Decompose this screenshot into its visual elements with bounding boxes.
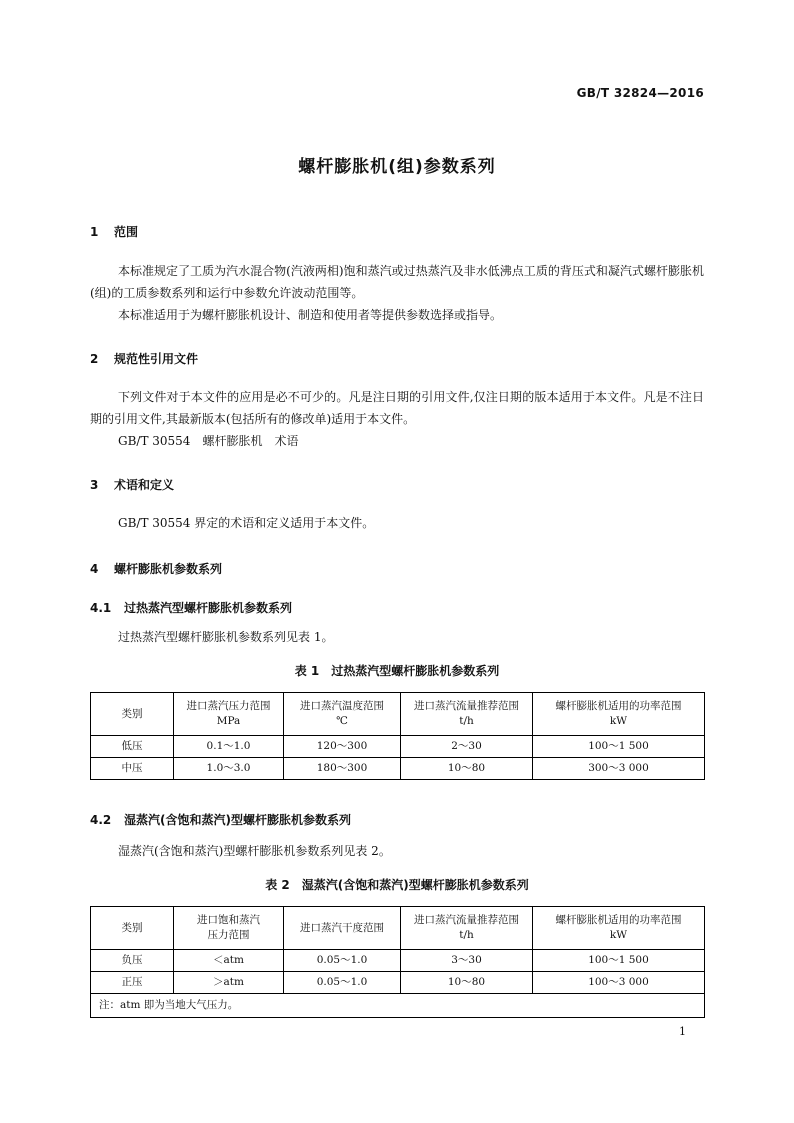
table-note-row [91, 994, 705, 1018]
section-1-body [90, 260, 704, 326]
table-1-caption: 表 1 过热蒸汽型螺杆膨胀机参数系列 [294, 664, 500, 678]
section-number: 3 [90, 478, 99, 492]
section-4-2-body: 湿蒸汽(含饱和蒸汽)型螺杆膨胀机参数系列见表 2。 [118, 844, 391, 858]
section-3-body [90, 512, 704, 534]
table-cell: 2～30 [401, 736, 533, 758]
table-cell: 低压 [91, 736, 174, 758]
section-2-body [90, 386, 704, 452]
table-row [91, 736, 705, 758]
table-cell: 100～1 500 [533, 736, 705, 758]
table-cell: 正压 [91, 972, 174, 994]
column-header: 螺杆膨胀机适用的功率范围 kW [533, 907, 705, 950]
section-title: 范围 [114, 225, 139, 239]
section-number: 2 [90, 352, 99, 366]
section-4-heading [90, 560, 222, 577]
column-header: 进口蒸汽流量推荐范围 t/h [401, 693, 533, 736]
table-cell: 100～3 000 [533, 972, 705, 994]
section-title: 湿蒸汽(含饱和蒸汽)型螺杆膨胀机参数系列 [124, 813, 351, 827]
section-number: 4.2 [90, 813, 112, 827]
table-cell: 0.05～1.0 [284, 950, 401, 972]
section-title: 规范性引用文件 [114, 352, 199, 366]
paragraph: 下列文件对于本文件的应用是必不可少的。凡是注日期的引用文件,仅注日期的版本适用于本文件。凡是不注日期的引用文件,其最新版本(包括所有的修改单)适用于本文件。 [90, 390, 704, 426]
column-header: 进口蒸汽干度范围 [284, 907, 401, 950]
paragraph: 本标准规定了工质为汽水混合物(汽液两相)饱和蒸汽或过热蒸汽及非水低沸点工质的背压式和凝汽式螺杆膨胀机(组)的工质参数系列和运行中参数允许波动范围等。 [90, 264, 704, 300]
section-number: 1 [90, 225, 99, 239]
section-3-heading [90, 476, 174, 493]
table-cell: 0.1～1.0 [174, 736, 284, 758]
table-cell: 100～1 500 [533, 950, 705, 972]
table-cell: 中压 [91, 758, 174, 780]
table-row [91, 758, 705, 780]
table-cell: 10～80 [401, 972, 533, 994]
column-header: 类别 [91, 907, 174, 950]
table-cell: 120～300 [284, 736, 401, 758]
table-1 [90, 692, 705, 780]
table-header-row [91, 693, 705, 736]
section-4-1-body: 过热蒸汽型螺杆膨胀机参数系列见表 1。 [118, 630, 334, 644]
document-title: 螺杆膨胀机(组)参数系列 [298, 157, 496, 177]
column-header: 进口饱和蒸汽 压力范围 [174, 907, 284, 950]
table-cell: 180～300 [284, 758, 401, 780]
table-cell: ＞atm [174, 972, 284, 994]
column-header: 螺杆膨胀机适用的功率范围 kW [533, 693, 705, 736]
paragraph: 本标准适用于为螺杆膨胀机设计、制造和使用者等提供参数选择或指导。 [118, 308, 503, 322]
table-cell: ＜atm [174, 950, 284, 972]
table-2 [90, 906, 705, 1018]
standard-code: GB/T 32824—2016 [576, 86, 704, 100]
table-cell: 3～30 [401, 950, 533, 972]
table-row [91, 972, 705, 994]
table-note: 注：atm 即为当地大气压力。 [91, 994, 705, 1018]
page-number: 1 [679, 1025, 686, 1038]
table-cell: 负压 [91, 950, 174, 972]
table-cell: 0.05～1.0 [284, 972, 401, 994]
section-number: 4.1 [90, 601, 112, 615]
table-cell: 10～80 [401, 758, 533, 780]
column-header: 进口蒸汽温度范围 ℃ [284, 693, 401, 736]
column-header: 类别 [91, 693, 174, 736]
section-4-2-heading [90, 811, 351, 828]
table-cell: 300～3 000 [533, 758, 705, 780]
column-header: 进口蒸汽压力范围 MPa [174, 693, 284, 736]
section-title: 过热蒸汽型螺杆膨胀机参数系列 [124, 601, 293, 615]
section-title: 术语和定义 [114, 478, 175, 492]
table-header-row [91, 907, 705, 950]
table-row [91, 950, 705, 972]
section-title: 螺杆膨胀机参数系列 [114, 562, 223, 576]
column-header: 进口蒸汽流量推荐范围 t/h [401, 907, 533, 950]
section-2-heading [90, 350, 198, 367]
section-1-heading [90, 223, 138, 240]
table-cell: 1.0～3.0 [174, 758, 284, 780]
paragraph: GB/T 30554 界定的术语和定义适用于本文件。 [118, 516, 375, 530]
section-number: 4 [90, 562, 99, 576]
normative-reference: GB/T 30554 螺杆膨胀机 术语 [118, 434, 299, 448]
section-4-1-heading [90, 599, 292, 616]
table-2-caption: 表 2 湿蒸汽(含饱和蒸汽)型螺杆膨胀机参数系列 [265, 878, 529, 892]
